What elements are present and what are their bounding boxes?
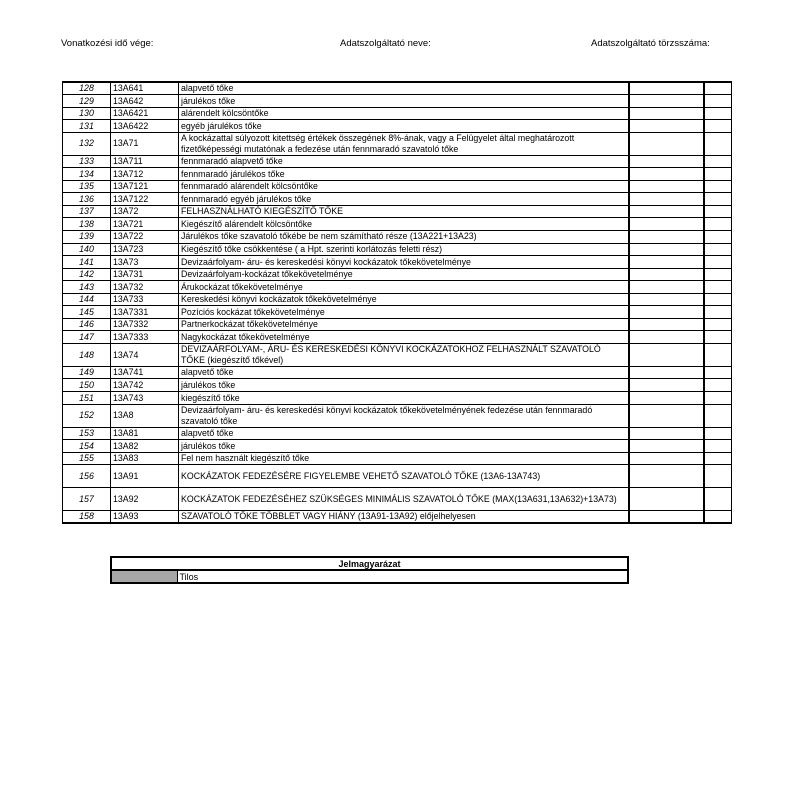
table-row <box>63 366 732 379</box>
legend-item <box>111 570 628 583</box>
row-description: FELHASZNÁLHATÓ KIEGÉSZÍTŐ TŐKE <box>179 205 629 218</box>
value-cell[interactable] <box>629 95 704 108</box>
row-description: Kereskedési könyvi kockázatok tőkekövetelménye <box>179 293 629 306</box>
value-cell[interactable] <box>629 205 704 218</box>
value-cell[interactable] <box>629 379 704 392</box>
value-cell-secondary[interactable] <box>704 465 732 488</box>
table-row <box>63 331 732 344</box>
row-code: 13A7333 <box>111 331 179 344</box>
value-cell[interactable] <box>629 243 704 256</box>
row-number: 128 <box>63 82 111 95</box>
table-row <box>63 306 732 319</box>
value-cell[interactable] <box>629 318 704 331</box>
row-code: 13A81 <box>111 427 179 440</box>
provider-registration-label: Adatszolgáltató törzsszáma: <box>591 38 710 49</box>
row-code: 13A71 <box>111 132 179 155</box>
row-number: 139 <box>63 230 111 243</box>
row-description: Pozíciós kockázat tőkekövetelménye <box>179 306 629 319</box>
row-number: 156 <box>63 465 111 488</box>
row-description: SZAVATOLÓ TŐKE TÖBBLET VAGY HIÁNY (13A91-13A92) előjelhelyesen <box>179 511 629 524</box>
value-cell-secondary[interactable] <box>704 95 732 108</box>
row-number: 143 <box>63 281 111 294</box>
value-cell[interactable] <box>629 120 704 133</box>
value-cell[interactable] <box>629 268 704 281</box>
value-cell-secondary[interactable] <box>704 404 732 427</box>
row-code: 13A73 <box>111 256 179 269</box>
table-row <box>63 511 732 524</box>
row-description: Kiegészítő alárendelt kölcsöntőke <box>179 218 629 231</box>
value-cell-secondary[interactable] <box>704 391 732 404</box>
row-number: 151 <box>63 391 111 404</box>
value-cell-secondary[interactable] <box>704 193 732 206</box>
legend-swatch <box>111 570 177 583</box>
value-cell-secondary[interactable] <box>704 488 732 511</box>
row-number: 140 <box>63 243 111 256</box>
value-cell-secondary[interactable] <box>704 452 732 465</box>
row-description: fennmaradó alapvető tőke <box>179 155 629 168</box>
value-cell-secondary[interactable] <box>704 306 732 319</box>
row-code: 13A722 <box>111 230 179 243</box>
table-row <box>63 132 732 155</box>
value-cell[interactable] <box>629 391 704 404</box>
row-code: 13A712 <box>111 168 179 181</box>
row-code: 13A92 <box>111 488 179 511</box>
row-number: 135 <box>63 180 111 193</box>
table-row <box>63 107 732 120</box>
table-row <box>63 379 732 392</box>
row-description: járulékos tőke <box>179 95 629 108</box>
row-description: fennmaradó járulékos tőke <box>179 168 629 181</box>
row-description: járulékos tőke <box>179 440 629 453</box>
value-cell-secondary[interactable] <box>704 168 732 181</box>
table-row <box>63 168 732 181</box>
table-row <box>63 293 732 306</box>
value-cell[interactable] <box>629 427 704 440</box>
row-description: Árukockázat tőkekövetelménye <box>179 281 629 294</box>
row-number: 141 <box>63 256 111 269</box>
value-cell[interactable] <box>629 193 704 206</box>
value-cell-secondary[interactable] <box>704 366 732 379</box>
row-number: 155 <box>63 452 111 465</box>
value-cell-secondary[interactable] <box>704 132 732 155</box>
row-description: Kiegészítő tőke csökkentése ( a Hpt. szerinti korlátozás feletti rész) <box>179 243 629 256</box>
value-cell[interactable] <box>629 155 704 168</box>
value-cell[interactable] <box>629 331 704 344</box>
row-number: 134 <box>63 168 111 181</box>
period-end-label: Vonatkozési idő vége: <box>61 38 154 49</box>
row-code: 13A93 <box>111 511 179 524</box>
table-row <box>63 281 732 294</box>
value-cell[interactable] <box>629 180 704 193</box>
row-code: 13A7121 <box>111 180 179 193</box>
value-cell-secondary[interactable] <box>704 281 732 294</box>
row-code: 13A732 <box>111 281 179 294</box>
value-cell-secondary[interactable] <box>704 343 732 366</box>
row-description: fennmaradó alárendelt kölcsöntőke <box>179 180 629 193</box>
row-code: 13A742 <box>111 379 179 392</box>
row-code: 13A6421 <box>111 107 179 120</box>
row-description: Fel nem használt kiegészítő tőke <box>179 452 629 465</box>
value-cell-secondary[interactable] <box>704 318 732 331</box>
row-code: 13A731 <box>111 268 179 281</box>
value-cell[interactable] <box>629 465 704 488</box>
row-number: 142 <box>63 268 111 281</box>
value-cell[interactable] <box>629 281 704 294</box>
row-number: 149 <box>63 366 111 379</box>
value-cell-secondary[interactable] <box>704 82 732 95</box>
table-row <box>63 404 732 427</box>
row-description: alapvető tőke <box>179 366 629 379</box>
row-description: KOCKÁZATOK FEDEZÉSÉHEZ SZÜKSÉGES MINIMÁLIS SZAVATOLÓ TŐKE (MAX(13A631,13A632)+13A73) <box>179 488 629 511</box>
row-description: alárendelt kölcsöntőke <box>179 107 629 120</box>
row-number: 158 <box>63 511 111 524</box>
value-cell-secondary[interactable] <box>704 511 732 524</box>
row-description: Devizaárfolyam- áru- és kereskedési könyvi kockázatok tőkekövetelménye <box>179 256 629 269</box>
row-code: 13A641 <box>111 82 179 95</box>
table-row <box>63 120 732 133</box>
table-row <box>63 230 732 243</box>
row-code: 13A6422 <box>111 120 179 133</box>
value-cell[interactable] <box>629 230 704 243</box>
value-cell[interactable] <box>629 511 704 524</box>
row-number: 150 <box>63 379 111 392</box>
row-number: 148 <box>63 343 111 366</box>
row-number: 133 <box>63 155 111 168</box>
legend-label: Tilos <box>177 570 628 583</box>
row-number: 153 <box>63 427 111 440</box>
row-number: 146 <box>63 318 111 331</box>
table-row <box>63 256 732 269</box>
row-number: 154 <box>63 440 111 453</box>
table-row <box>63 95 732 108</box>
value-cell[interactable] <box>629 488 704 511</box>
legend-title: Jelmagyarázat <box>111 557 628 570</box>
table-row <box>63 465 732 488</box>
table-row <box>63 488 732 511</box>
value-cell[interactable] <box>629 218 704 231</box>
row-number: 130 <box>63 107 111 120</box>
row-number: 144 <box>63 293 111 306</box>
legend-table <box>110 556 629 584</box>
row-number: 145 <box>63 306 111 319</box>
row-description: A kockázattal súlyozott kitettség értékek összegének 8%-ának, vagy a Felügyelet által meghatározott fizetőképességi mutatónak a fedezése után fennmaradó szavatoló tőke <box>179 132 629 155</box>
table-row <box>63 180 732 193</box>
provider-name-label: Adatszolgáltató neve: <box>340 38 431 49</box>
row-number: 137 <box>63 205 111 218</box>
value-cell-secondary[interactable] <box>704 243 732 256</box>
row-number: 132 <box>63 132 111 155</box>
row-code: 13A91 <box>111 465 179 488</box>
value-cell-secondary[interactable] <box>704 427 732 440</box>
value-cell-secondary[interactable] <box>704 331 732 344</box>
row-code: 13A733 <box>111 293 179 306</box>
row-number: 138 <box>63 218 111 231</box>
value-cell[interactable] <box>629 107 704 120</box>
value-cell[interactable] <box>629 452 704 465</box>
table-row <box>63 440 732 453</box>
value-cell[interactable] <box>629 343 704 366</box>
row-number: 152 <box>63 404 111 427</box>
row-description: DEVIZAÁRFOLYAM-, ÁRU- ÉS KERESKEDÉSI KÖNYVI KOCKÁZATOKHOZ FELHASZNÁLT SZAVATOLÓ TŐKE (kiegészítő tőkével) <box>179 343 629 366</box>
value-cell-secondary[interactable] <box>704 180 732 193</box>
row-description: alapvető tőke <box>179 427 629 440</box>
row-description: Devizaárfolyam-kockázat tőkekövetelménye <box>179 268 629 281</box>
row-number: 147 <box>63 331 111 344</box>
value-cell[interactable] <box>629 168 704 181</box>
row-description: KOCKÁZATOK FEDEZÉSÉRE FIGYELEMBE VEHETŐ SZAVATOLÓ TŐKE (13A6-13A743) <box>179 465 629 488</box>
row-code: 13A7332 <box>111 318 179 331</box>
row-code: 13A83 <box>111 452 179 465</box>
row-code: 13A723 <box>111 243 179 256</box>
row-description: járulékos tőke <box>179 379 629 392</box>
row-description: Nagykockázat tőkekövetelménye <box>179 331 629 344</box>
row-code: 13A711 <box>111 155 179 168</box>
row-number: 157 <box>63 488 111 511</box>
value-cell-secondary[interactable] <box>704 293 732 306</box>
row-description: Devizaárfolyam- áru- és kereskedési könyvi kockázatok tőkekövetelményének fedezése után fennmaradó szavatoló tőke <box>179 404 629 427</box>
value-cell[interactable] <box>629 440 704 453</box>
row-number: 131 <box>63 120 111 133</box>
row-description: kiegészítő tőke <box>179 391 629 404</box>
value-cell-secondary[interactable] <box>704 256 732 269</box>
value-cell[interactable] <box>629 366 704 379</box>
value-cell-secondary[interactable] <box>704 205 732 218</box>
table-row <box>63 343 732 366</box>
value-cell-secondary[interactable] <box>704 120 732 133</box>
row-code: 13A7331 <box>111 306 179 319</box>
row-description: Partnerkockázat tőkekövetelménye <box>179 318 629 331</box>
value-cell-secondary[interactable] <box>704 155 732 168</box>
table-row <box>63 427 732 440</box>
value-cell-secondary[interactable] <box>704 268 732 281</box>
row-number: 136 <box>63 193 111 206</box>
row-code: 13A72 <box>111 205 179 218</box>
row-number: 129 <box>63 95 111 108</box>
table-row <box>63 155 732 168</box>
value-cell-secondary[interactable] <box>704 107 732 120</box>
value-cell[interactable] <box>629 404 704 427</box>
table-row <box>63 268 732 281</box>
row-code: 13A721 <box>111 218 179 231</box>
value-cell-secondary[interactable] <box>704 379 732 392</box>
table-row <box>63 82 732 95</box>
table-row <box>63 205 732 218</box>
value-cell[interactable] <box>629 132 704 155</box>
table-row <box>63 318 732 331</box>
row-description: Járulékos tőke szavatoló tőkébe be nem számítható része (13A221+13A23) <box>179 230 629 243</box>
row-code: 13A642 <box>111 95 179 108</box>
row-code: 13A74 <box>111 343 179 366</box>
table-row <box>63 391 732 404</box>
report-table <box>62 81 732 524</box>
row-code: 13A7122 <box>111 193 179 206</box>
table-row <box>63 452 732 465</box>
value-cell[interactable] <box>629 82 704 95</box>
value-cell-secondary[interactable] <box>704 230 732 243</box>
row-description: alapvető tőke <box>179 82 629 95</box>
report-table-body <box>63 82 732 523</box>
value-cell[interactable] <box>629 306 704 319</box>
row-description: fennmaradó egyéb járulékos tőke <box>179 193 629 206</box>
row-code: 13A741 <box>111 366 179 379</box>
row-description: egyéb járulékos tőke <box>179 120 629 133</box>
table-row <box>63 193 732 206</box>
value-cell-secondary[interactable] <box>704 218 732 231</box>
value-cell-secondary[interactable] <box>704 440 732 453</box>
row-code: 13A82 <box>111 440 179 453</box>
row-code: 13A8 <box>111 404 179 427</box>
row-code: 13A743 <box>111 391 179 404</box>
value-cell[interactable] <box>629 293 704 306</box>
table-row <box>63 243 732 256</box>
table-row <box>63 218 732 231</box>
value-cell[interactable] <box>629 256 704 269</box>
